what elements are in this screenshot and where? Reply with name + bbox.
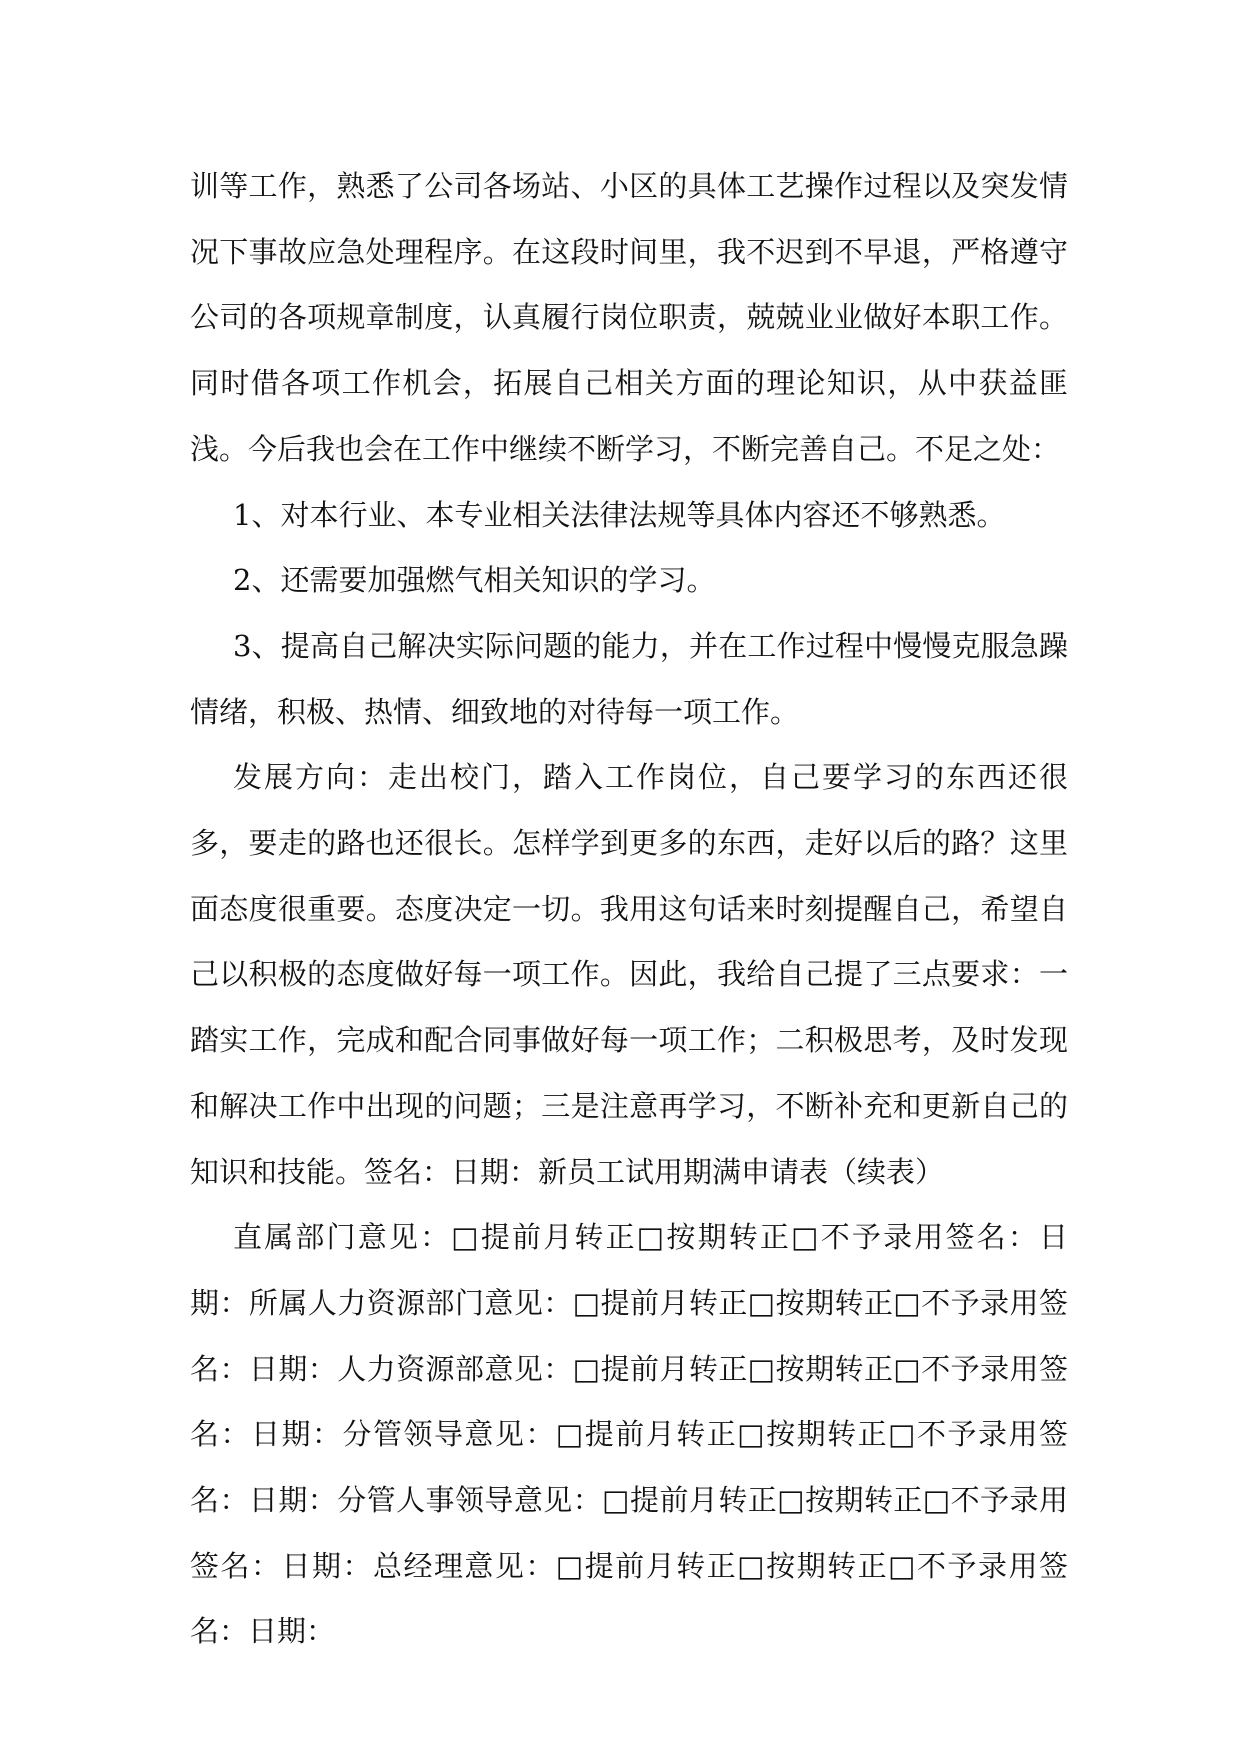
- paragraph-shortcoming-2: 2、还需要加强燃气相关知识的学习。: [233, 563, 716, 598]
- paragraph-development-direction: 发展方向：走出校门，踏入工作岗位，自己要学习的东西还很多，要走的路也还很长。怎样学到更多的东西，走好以后的路？这里面态度很重要。态度决定一切。我用这句话来时刻提醒自己，希望自己以积极的态度做好每一项工作。因此，我给自己提了三点要求：一踏实工作，完成和配合同事做好每一项工作；二积极思考，及时发现和解决工作中出现的问题；三是注意再学习，不断补充和更新自己的知识和技能。签名：日期：新员工试用期满申请表（续表）: [190, 760, 1068, 1189]
- paragraph-training-summary: 训等工作，熟悉了公司各场站、小区的具体工艺操作过程以及突发情况下事故应急处理程序。在这段时间里，我不迟到不早退，严格遵守公司的各项规章制度，认真履行岗位职责，兢兢业业做好本职工作。同时借各项工作机会，拓展自己相关方面的理论知识，从中获益匪浅。今后我也会在工作中继续不断学习，不断完善自己。不足之处：: [190, 169, 1068, 466]
- paragraph-approval-opinions: 直属部门意见：□提前月转正□按期转正□不予录用签名：日期：所属人力资源部门意见：□提前月转正□按期转正□不予录用签名：日期：人力资源部意见：□提前月转正□按期转正□不予录用签名：日期：分管领导意见：□提前月转正□按期转正□不予录用签名：日期：分管人事领导意见：□提前月转正□按期转正□不予录用签名：日期：总经理意见：□提前月转正□按期转正□不予录用签名：日期：: [190, 1220, 1068, 1649]
- paragraph-shortcoming-3: 3、提高自己解决实际问题的能力，并在工作过程中慢慢克服急躁情绪，积极、热情、细致地的对待每一项工作。: [190, 628, 1068, 729]
- document-body: [190, 154, 1068, 1665]
- paragraph-shortcoming-1: 1、对本行业、本专业相关法律法规等具体内容还不够熟悉。: [233, 497, 1006, 532]
